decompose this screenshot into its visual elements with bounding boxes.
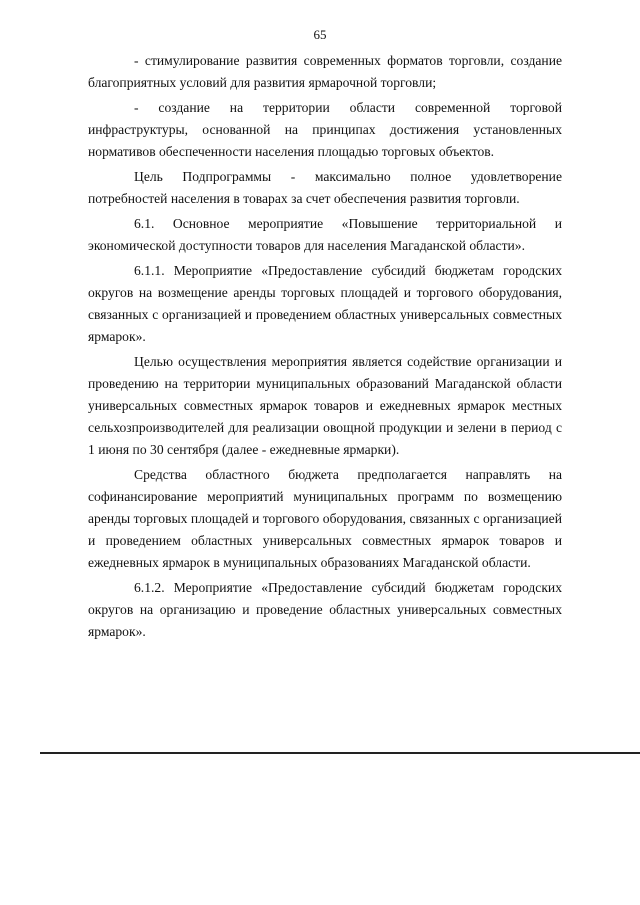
- paragraph-activity-6-1-2: 6.1.2. Мероприятие «Предоставление субсидий бюджетам городских округов на организацию и проведение областных универсальных совместных ярмарок».: [88, 580, 562, 639]
- paragraph-activity-6-1-1: 6.1.1. Мероприятие «Предоставление субсидий бюджетам городских округов на возмещение аренды торговых площадей и торгового оборудования, связанных с организацией и проведением областных универсальных совместных ярмарок».: [88, 263, 562, 344]
- document-body: [88, 50, 562, 646]
- paragraph-budget-funds: Средства областного бюджета предполагается направлять на софинансирование мероприятий муниципальных программ по возмещению аренды торговых площадей и торгового оборудования, связанных с организацией и проведением областных универсальных совместных ярмарок товаров и ежедневных ярмарок в муниципальных образованиях Магаданской области.: [88, 467, 562, 570]
- paragraph-main-activity-6-1: 6.1. Основное мероприятие «Повышение территориальной и экономической доступности товаров для населения Магаданской области».: [88, 216, 562, 253]
- paragraph-bullet-infrastructure: - создание на территории области современной торговой инфраструктуры, основанной на принципах достижения установленных нормативов обеспеченности населения площадью торговых объектов.: [88, 100, 562, 159]
- paragraph-subprogram-goal: Цель Подпрограммы - максимально полное удовлетворение потребностей населения в товарах за счет обеспечения развития торговли.: [88, 169, 562, 206]
- paragraph-activity-purpose: Целью осуществления мероприятия является содействие организации и проведению на территории муниципальных образований Магаданской области универсальных совместных ярмарок товаров и ежедневных ярмарок местных сельхозпроизводителей для реализации овощной продукции и зелени в период с 1 июня по 30 сентября (далее - ежедневные ярмарки).: [88, 354, 562, 457]
- page-bottom-divider: [40, 752, 640, 754]
- page-number: 65: [313, 27, 327, 42]
- paragraph-bullet-trade-formats: - стимулирование развития современных форматов торговли, создание благоприятных условий для развития ярмарочной торговли;: [88, 53, 562, 90]
